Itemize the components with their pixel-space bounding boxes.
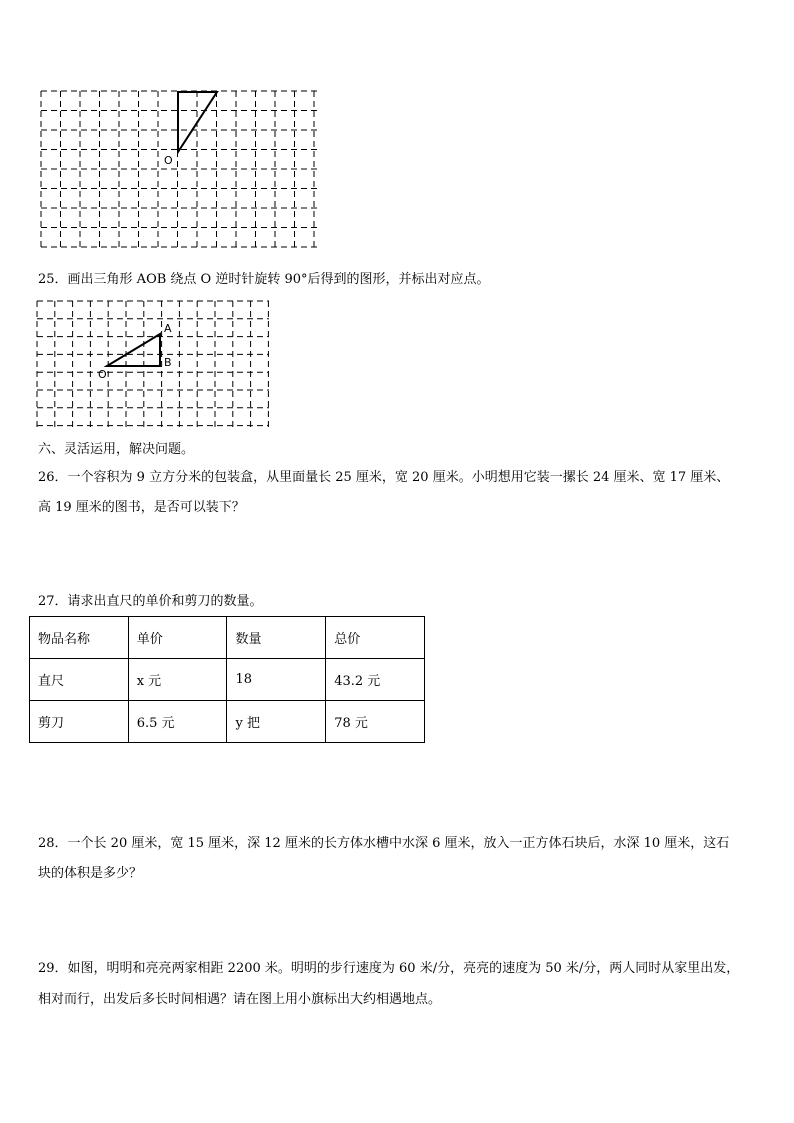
table-header-cell: 单价 [128,617,227,659]
question-27: 27．请求出直尺的单价和剪刀的数量。 [38,594,263,609]
question-26-line2: 高 19 厘米的图书，是否可以装下？ [38,500,245,515]
table-cell: 直尺 [30,659,129,701]
table-cell: 剪刀 [30,701,129,743]
table-row [30,701,425,743]
question-29-line1: 29．如图，明明和亮亮两家相距 2200 米。明明的步行速度为 60 米/分，亮亮的速度为 50 米/分，两人同时从家里出发， [38,961,740,976]
table-header-cell: 总价 [326,617,425,659]
table-header-cell: 数量 [227,617,326,659]
table-cell: y 把 [227,701,326,743]
table-cell: 43.2 元 [326,659,425,701]
point-label-a: A [164,322,172,335]
point-label-o: O [164,154,173,167]
point-label-o2: O [98,368,107,381]
question-26-line1: 26．一个容积为 9 立方分米的包装盒，从里面量长 25 厘米，宽 20 厘米。小明想用它装一摞长 24 厘米、宽 17 厘米、 [38,470,730,485]
grid-2 [36,300,270,432]
price-table [29,616,425,743]
table-row [30,659,425,701]
table-cell: 78 元 [326,701,425,743]
grid-1 [40,90,318,250]
table-cell: x 元 [128,659,227,701]
question-28-line1: 28．一个长 20 厘米，宽 15 厘米，深 12 厘米的长方体水槽中水深 6 厘米，放入一正方体石块后，水深 10 厘米，这石 [38,836,730,851]
table-cell: 6.5 元 [128,701,227,743]
section-title: 六、灵活运用，解决问题。 [38,442,195,457]
table-header-row [30,617,425,659]
question-28-line2: 块的体积是多少？ [38,866,143,881]
question-29-line2: 相对而行，出发后多长时间相遇？请在图上用小旗标出大约相遇地点。 [38,992,442,1007]
table-cell: 18 [227,659,326,701]
table-header-cell: 物品名称 [30,617,129,659]
point-label-b: B [164,356,172,369]
question-25: 25．画出三角形 AOB 绕点 O 逆时针旋转 90°后得到的图形，并标出对应点。 [38,272,490,287]
triangle-aob [107,334,160,366]
